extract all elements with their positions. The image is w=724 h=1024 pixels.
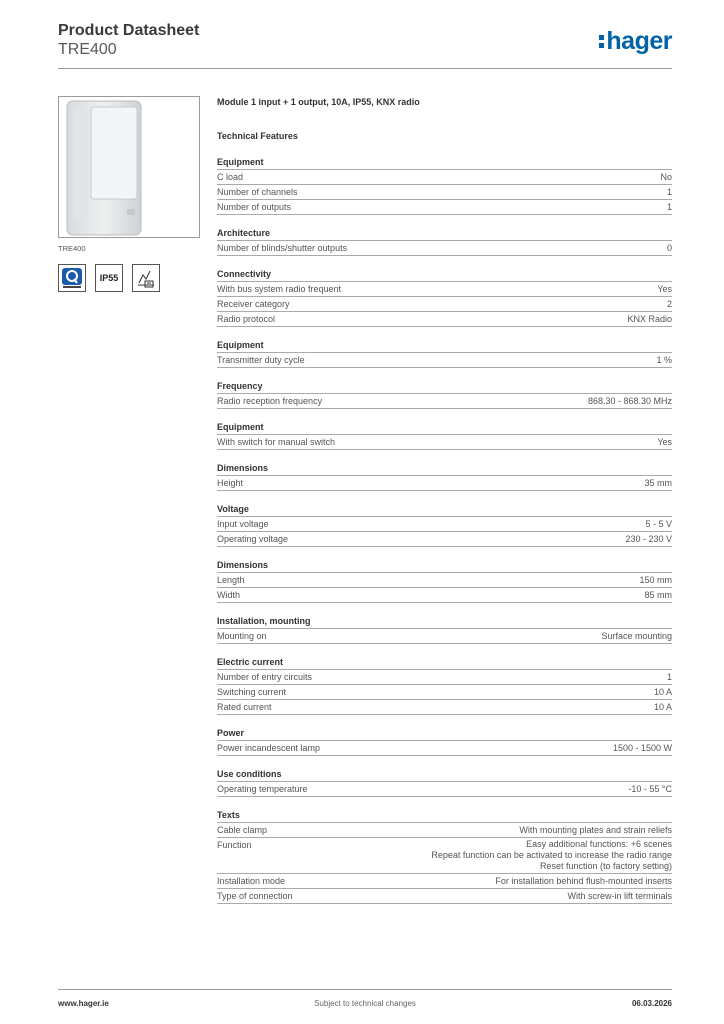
spec-row: [217, 297, 672, 312]
spec-value: 0: [666, 243, 672, 253]
technical-features-title: Technical Features: [217, 131, 298, 141]
spec-row: [217, 670, 672, 685]
spec-value: Yes: [657, 284, 672, 294]
feature-section: [217, 421, 672, 450]
section-title: Dimensions: [217, 462, 672, 476]
spec-label: Operating voltage: [217, 534, 289, 544]
spec-label: Length: [217, 575, 245, 585]
feature-section: [217, 615, 672, 644]
footer-date: 06.03.2026: [631, 999, 672, 1008]
feature-section: [217, 156, 672, 215]
spec-value: 2: [666, 299, 672, 309]
spec-label: Number of channels: [217, 187, 298, 197]
product-caption: TRE400: [58, 244, 86, 253]
feature-section: [217, 268, 672, 327]
section-title: Equipment: [217, 339, 672, 353]
spec-value: 1500 - 1500 W: [612, 743, 672, 753]
spec-value: 1: [666, 187, 672, 197]
product-headline: Module 1 input + 1 output, 10A, IP55, KNX radio: [217, 97, 420, 107]
feature-section: [217, 462, 672, 491]
spec-value: 150 mm: [639, 575, 672, 585]
hager-logo: [599, 27, 672, 56]
feature-section: [217, 227, 672, 256]
technical-content: [217, 96, 672, 904]
section-title: Power: [217, 727, 672, 741]
document-title: Product Datasheet: [58, 22, 200, 39]
spec-label: Input voltage: [217, 519, 269, 529]
spec-value: Surface mounting: [601, 631, 672, 641]
spec-label: Installation mode: [217, 876, 286, 886]
spec-label: Switching current: [217, 687, 287, 697]
section-title: Equipment: [217, 156, 672, 170]
spec-row: [217, 517, 672, 532]
spec-value: 868.30 - 868.30 MHz: [587, 396, 672, 406]
spec-row: [217, 200, 672, 215]
feature-section: [217, 809, 672, 904]
feature-section: [217, 559, 672, 603]
spec-value: 1 %: [656, 355, 672, 365]
spec-row: [217, 629, 672, 644]
spec-label: Height: [217, 478, 244, 488]
section-title: Connectivity: [217, 268, 672, 282]
spec-label: Power incandescent lamp: [217, 743, 321, 753]
section-title: Installation, mounting: [217, 615, 672, 629]
spec-row: [217, 889, 672, 904]
spec-row: [217, 685, 672, 700]
spec-value: 35 mm: [644, 478, 672, 488]
logo-colon-icon: [599, 32, 604, 50]
spec-label: Type of connection: [217, 891, 293, 901]
spec-value-line: Reset function (to factory setting): [539, 861, 672, 871]
spec-row: [217, 573, 672, 588]
spec-label: Number of entry circuits: [217, 672, 313, 682]
spec-value: 230 - 230 V: [625, 534, 672, 544]
spec-value: For installation behind flush-mounted inserts: [495, 876, 672, 886]
section-title: Equipment: [217, 421, 672, 435]
page-header: [58, 20, 672, 69]
spec-label: Radio protocol: [217, 314, 276, 324]
spec-label: Transmitter duty cycle: [217, 355, 305, 365]
page-footer: [58, 989, 672, 1014]
spec-label: With switch for manual switch: [217, 437, 336, 447]
feature-section: [217, 727, 672, 756]
product-reference: TRE400: [58, 41, 117, 58]
spec-label: Width: [217, 590, 241, 600]
spec-label: Operating temperature: [217, 784, 308, 794]
spec-row: [217, 394, 672, 409]
spec-row: [217, 476, 672, 491]
footer-website: www.hager.ie: [58, 999, 109, 1008]
section-title: Voltage: [217, 503, 672, 517]
spec-value: 1: [666, 202, 672, 212]
spec-row: [217, 700, 672, 715]
logo-text: hager: [606, 27, 672, 55]
spec-row: [217, 823, 672, 838]
spec-value: No: [660, 172, 672, 182]
section-title: Dimensions: [217, 559, 672, 573]
spec-row: [217, 435, 672, 450]
product-device-icon: [59, 97, 199, 237]
spec-row: [217, 782, 672, 797]
spec-label: Receiver category: [217, 299, 290, 309]
spec-value: With mounting plates and strain reliefs: [519, 825, 672, 835]
spec-value: KNX Radio: [627, 314, 672, 324]
spec-value: 1: [666, 672, 672, 682]
feature-section: [217, 339, 672, 368]
spec-row: [217, 170, 672, 185]
spec-row: [217, 282, 672, 297]
spec-label: Number of blinds/shutter outputs: [217, 243, 348, 253]
spec-row: [217, 874, 672, 889]
spec-value-line: Repeat function can be activated to increase the radio range: [431, 850, 672, 860]
spec-row: [217, 741, 672, 756]
section-title: Electric current: [217, 656, 672, 670]
spec-value-line: Easy additional functions: +6 scenes: [526, 839, 672, 849]
section-title: Use conditions: [217, 768, 672, 782]
spec-label: Radio reception frequency: [217, 396, 323, 406]
spec-label: Rated current: [217, 702, 272, 712]
feature-section: [217, 768, 672, 797]
section-title: Architecture: [217, 227, 672, 241]
spec-value: [264, 838, 672, 873]
spec-row: [217, 353, 672, 368]
spec-label: With bus system radio frequent: [217, 284, 342, 294]
section-title: Texts: [217, 809, 672, 823]
spec-label: Mounting on: [217, 631, 267, 641]
certification-badges: [58, 264, 160, 292]
spec-value: 85 mm: [644, 590, 672, 600]
spec-value: 10 A: [653, 687, 672, 697]
spec-value: Yes: [657, 437, 672, 447]
spec-value: With screw-in lift terminals: [567, 891, 672, 901]
spec-row: [217, 532, 672, 547]
feature-section: [217, 503, 672, 547]
spec-value: 10 A: [653, 702, 672, 712]
quality-icon: [58, 264, 86, 292]
section-title: Frequency: [217, 380, 672, 394]
ip55-badge: IP55: [95, 264, 123, 292]
spec-label: Function: [217, 840, 252, 850]
spec-label: Cable clamp: [217, 825, 268, 835]
spec-row: [217, 312, 672, 327]
spec-value: 5 - 5 V: [645, 519, 672, 529]
spec-value: -10 - 55 °C: [628, 784, 672, 794]
hand-mark-icon: [132, 264, 160, 292]
spec-label: Number of outputs: [217, 202, 292, 212]
feature-sections: [217, 156, 672, 904]
feature-section: [217, 380, 672, 409]
footer-note: Subject to technical changes: [314, 999, 416, 1008]
spec-row: [217, 588, 672, 603]
product-image: [58, 96, 200, 238]
spec-label: C load: [217, 172, 244, 182]
spec-row: [217, 185, 672, 200]
spec-row: [217, 241, 672, 256]
spec-row: [217, 838, 672, 874]
feature-section: [217, 656, 672, 715]
